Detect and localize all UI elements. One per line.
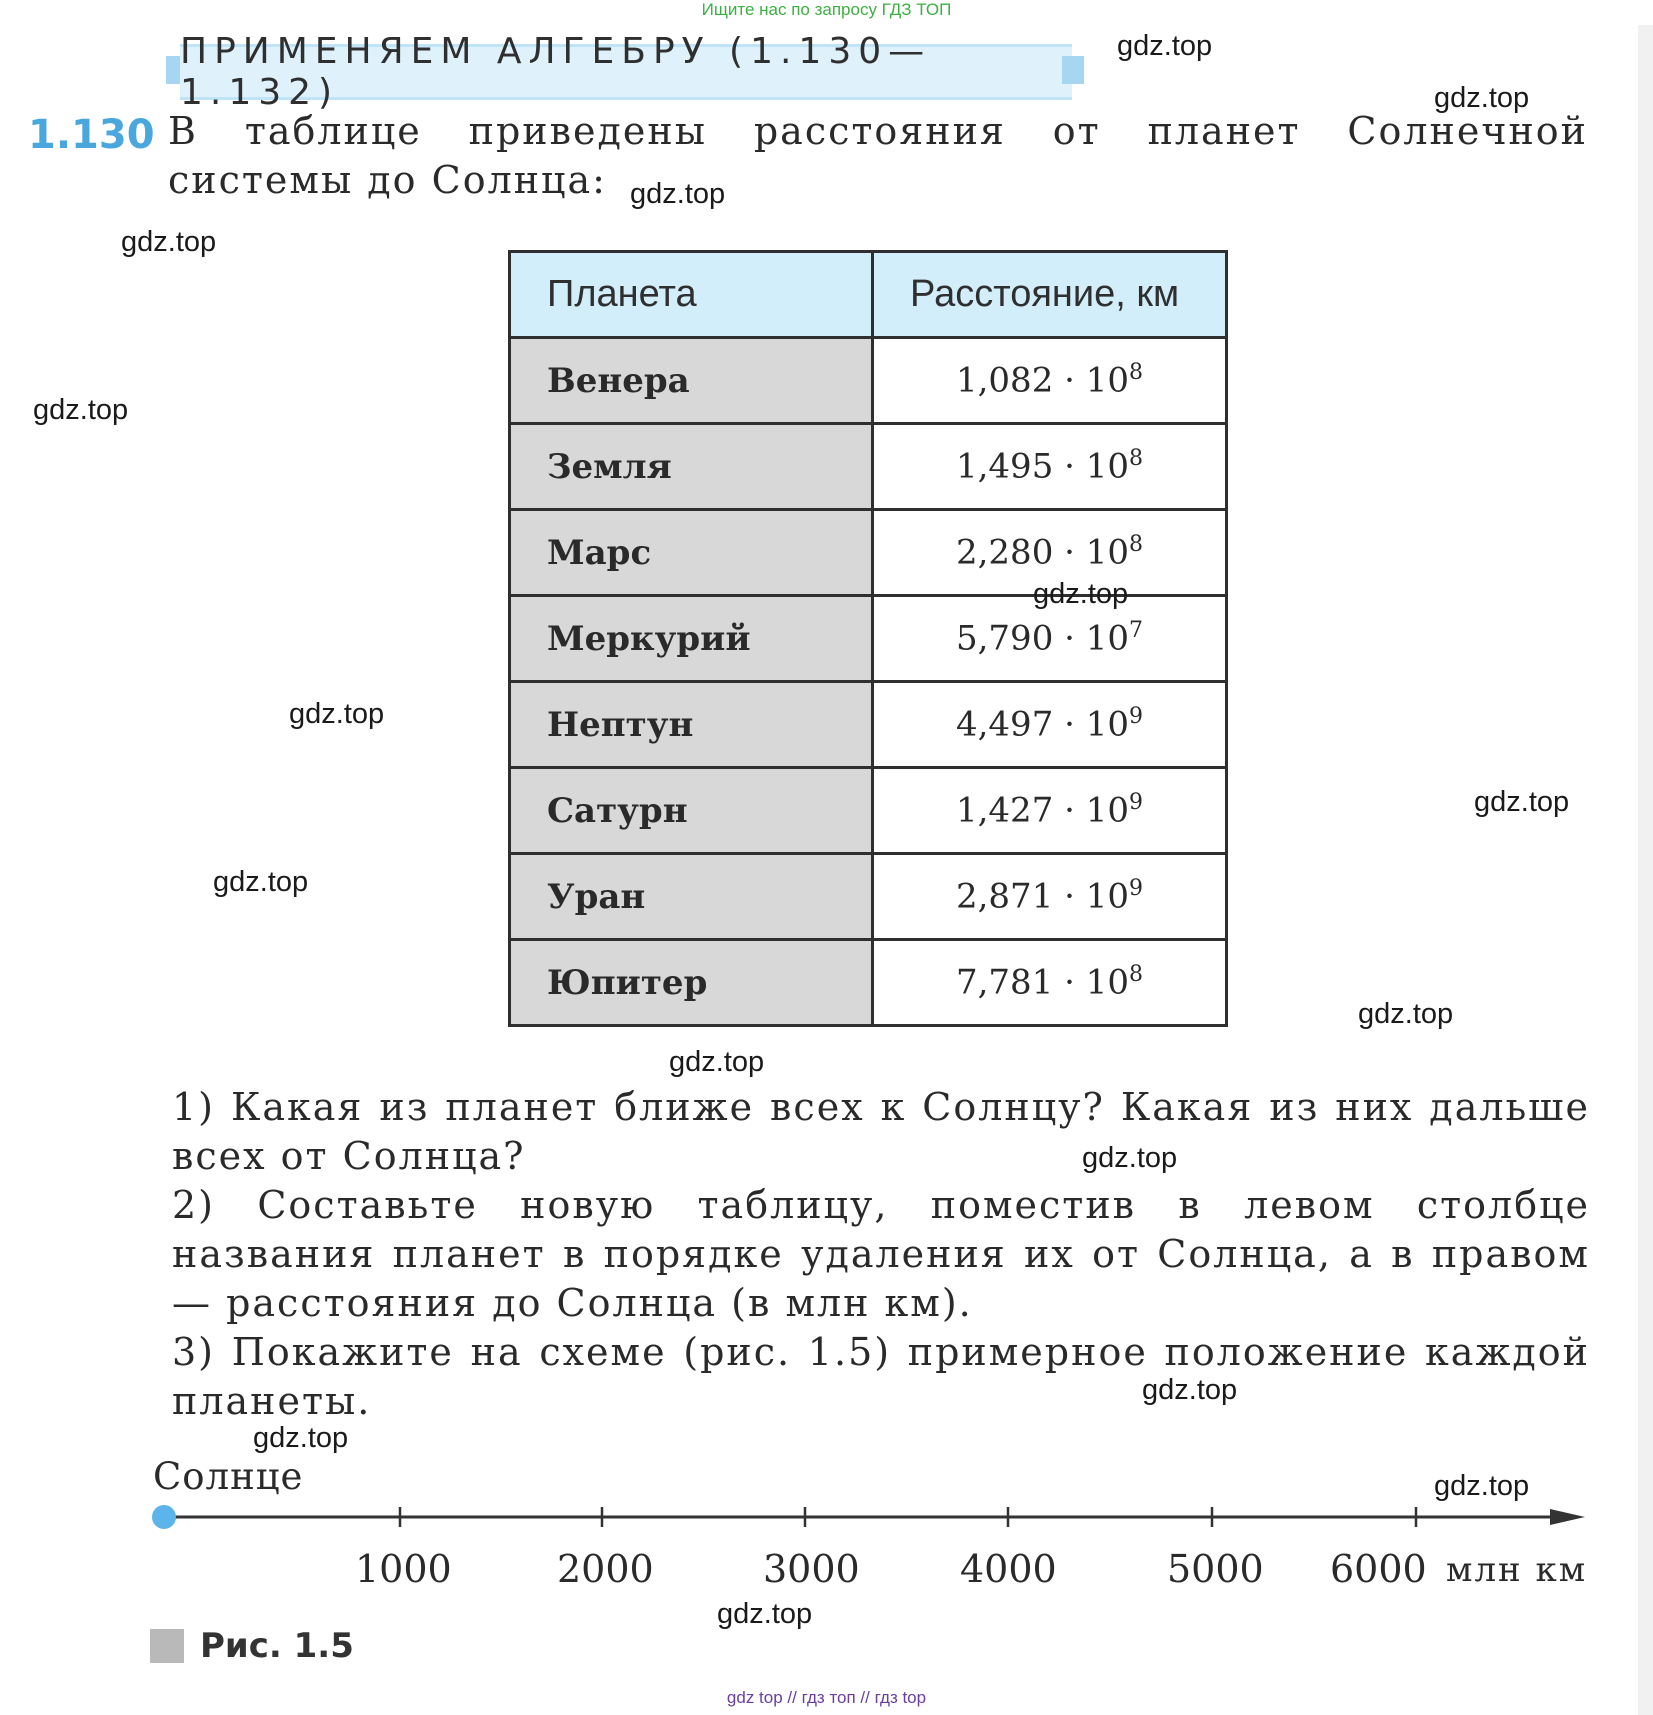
watermark: gdz.top [669,1046,765,1078]
table-row [510,854,1227,940]
column-header-planet: Планета [510,252,873,338]
distance-exponent: 8 [1129,446,1144,472]
section-title: ПРИМЕНЯЕМ АЛГЕБРУ (1.130—1.132) [180,31,932,113]
planet-name: Сатурн [510,768,873,854]
watermark: gdz.top [289,698,385,730]
planet-name: Марс [510,510,873,596]
distance-mantissa: 1,082 · 10 [955,360,1130,401]
distance-exponent: 7 [1129,618,1144,644]
table-row [510,682,1227,768]
table-header-row [510,252,1227,338]
watermark: gdz.top [1142,1374,1238,1406]
tick-label: 4000 [960,1547,1057,1591]
distance-mantissa: 5,790 · 10 [955,618,1130,659]
planet-distance [873,424,1227,510]
watermark: gdz.top [253,1422,349,1454]
question-3: 3) Покажите на схеме (рис. 1.5) примерное положение каждой планеты. [172,1330,1590,1423]
planet-name: Меркурий [510,596,873,682]
watermark: gdz.top [630,178,726,210]
axis-arrow [1550,1509,1585,1525]
distance-mantissa: 7,781 · 10 [955,962,1130,1003]
page-edge [1638,25,1653,1715]
planets-table [508,250,1228,1027]
watermark: gdz.top [1033,578,1129,610]
bottom-banner: gdz top // гдз топ // гдз top [726,1688,927,1707]
watermark: gdz.top [1434,82,1530,114]
figure-caption [150,1626,354,1666]
planet-distance [873,768,1227,854]
section-header [180,31,1072,113]
watermark: gdz.top [1474,786,1570,818]
distance-exponent: 9 [1129,876,1144,902]
tick-label: 3000 [763,1547,860,1591]
planet-name: Нептун [510,682,873,768]
planet-distance [873,338,1227,424]
watermark: gdz.top [1358,998,1454,1030]
planet-name: Уран [510,854,873,940]
distance-exponent: 8 [1129,532,1144,558]
planet-name: Венера [510,338,873,424]
planet-name: Земля [510,424,873,510]
distance-exponent: 9 [1129,704,1144,730]
distance-exponent: 8 [1129,360,1144,386]
watermark: gdz.top [1117,30,1213,62]
question-1: 1) Какая из планет ближе всех к Солнцу? Какая из них дальше всех от Солнца? [172,1085,1590,1178]
distance-mantissa: 2,871 · 10 [955,876,1130,917]
planet-name: Юпитер [510,940,873,1026]
problem-intro: В таблице приведены расстояния от планет Солнечной системы до Солнца: [168,109,1588,202]
axis-unit: млн км [1446,1550,1588,1590]
problem-number: 1.130 [28,112,155,158]
planet-distance [873,682,1227,768]
watermark: gdz.top [717,1598,813,1630]
watermark: gdz.top [1082,1142,1178,1174]
table-row [510,424,1227,510]
watermark: gdz.top [121,226,217,258]
figure-caption-text: Рис. 1.5 [200,1626,354,1666]
number-line [140,1455,1600,1535]
tick-label: 1000 [355,1547,452,1591]
section-header-right-cap [1062,56,1084,84]
planet-distance [873,940,1227,1026]
distance-mantissa: 1,495 · 10 [955,446,1130,487]
table-row [510,338,1227,424]
column-header-distance: Расстояние, км [873,252,1227,338]
question-2: 2) Составьте новую таблицу, поместив в левом столбце названия планет в порядке удаления их от Солнца, а в правом — расстояния до Солнца (в млн км). [172,1183,1590,1325]
watermark: gdz.top [213,866,309,898]
distance-exponent: 8 [1129,962,1144,988]
tick-label: 6000 [1330,1547,1427,1591]
planet-distance [873,854,1227,940]
distance-mantissa: 1,427 · 10 [955,790,1130,831]
top-banner: Ищите нас по запросу ГДЗ ТОП [701,0,952,19]
tick-label: 2000 [557,1547,654,1591]
tick-label: 5000 [1167,1547,1264,1591]
table-row [510,768,1227,854]
distance-exponent: 9 [1129,790,1144,816]
watermark: gdz.top [1434,1470,1530,1502]
caption-square-icon [150,1629,184,1663]
table-row [510,940,1227,1026]
questions [172,1083,1590,1426]
sun-dot [152,1505,176,1529]
distance-mantissa: 4,497 · 10 [955,704,1130,745]
watermark: gdz.top [33,394,129,426]
sun-label: Солнце [153,1455,304,1498]
distance-mantissa: 2,280 · 10 [955,532,1130,573]
